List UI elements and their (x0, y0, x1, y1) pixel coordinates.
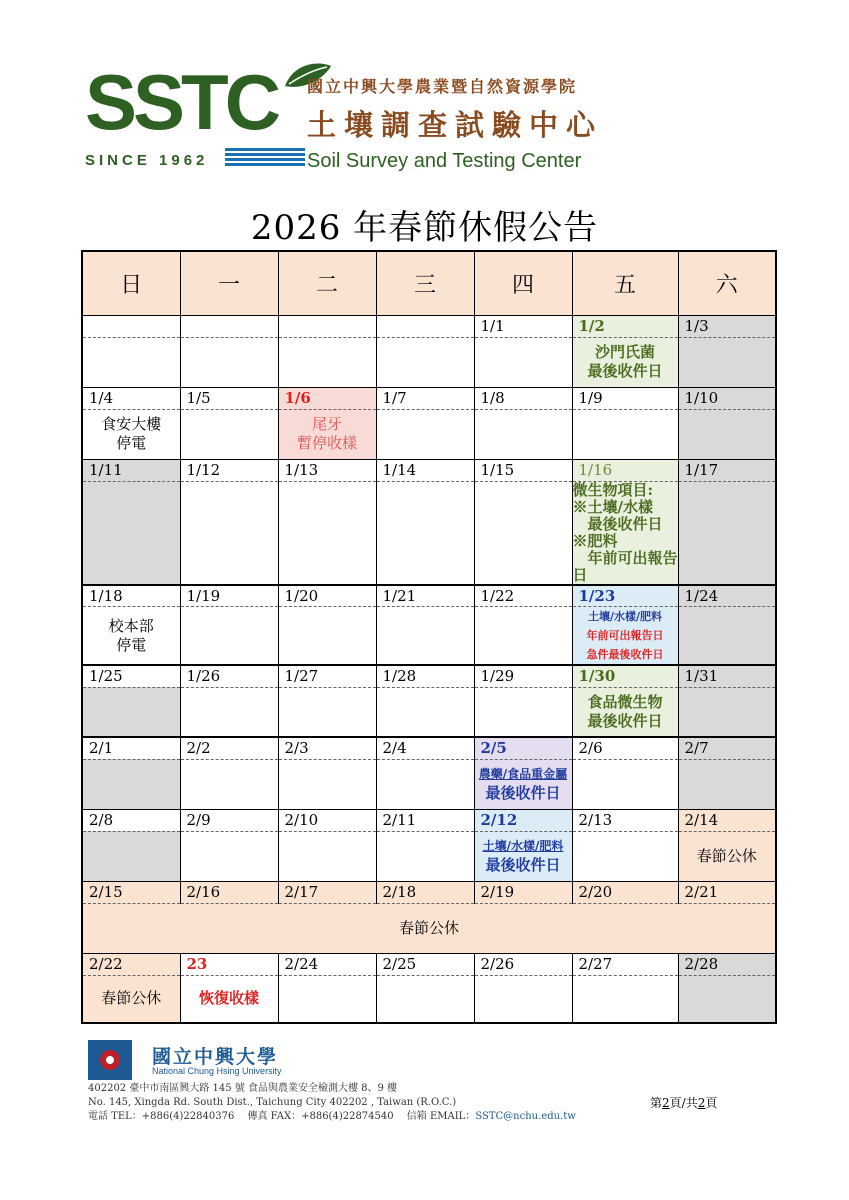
date-cell (82, 315, 180, 337)
footer-phone-fax: 電話 TEL：+886(4)22840376 傳真 FAX：+886(4)22874540 信箱 EMAIL： (88, 1111, 476, 1122)
date-cell: 1/16 (572, 459, 678, 481)
note-cell (82, 337, 180, 387)
week-6-dates (82, 737, 776, 759)
note-cell (678, 759, 776, 809)
date-cell: 2/4 (376, 737, 474, 759)
week-3-notes (82, 481, 776, 585)
note-cell (278, 687, 376, 737)
date-cell: 1/22 (474, 585, 572, 607)
date-cell: 1/13 (278, 459, 376, 481)
week-1-dates (82, 315, 776, 337)
note-cell (678, 975, 776, 1023)
note-cell (474, 409, 572, 459)
week-1-notes (82, 337, 776, 387)
note-cell (474, 975, 572, 1023)
date-cell: 1/19 (180, 585, 278, 607)
holiday-calendar (81, 250, 777, 1024)
week-9-notes (82, 975, 776, 1023)
date-cell: 1/31 (678, 665, 776, 687)
page-prefix: 第 (650, 1096, 663, 1110)
note-cell (678, 337, 776, 387)
date-cell: 1/10 (678, 387, 776, 409)
weekday-header-row (82, 251, 776, 315)
note-cell (180, 687, 278, 737)
date-cell: 23 (180, 953, 278, 975)
note-cell (376, 687, 474, 737)
week-5-dates (82, 665, 776, 687)
date-cell: 2/5 (474, 737, 572, 759)
note-cell (278, 975, 376, 1023)
logo-university: 國立中興大學農業暨自然資源學院 (307, 77, 578, 96)
note-cell (180, 337, 278, 387)
weekday-wed: 三 (376, 251, 474, 315)
date-cell: 2/18 (376, 881, 474, 903)
date-cell: 2/19 (474, 881, 572, 903)
date-cell: 2/14 (678, 809, 776, 831)
footer-address-zh: 402202 臺中市南區興大路 145 號 食品與農業安全檢測大樓 8、9 樓 (88, 1083, 398, 1094)
date-cell: 1/8 (474, 387, 572, 409)
note-pesticide-metal-deadline (474, 759, 572, 809)
date-cell: 2/7 (678, 737, 776, 759)
note-salmonella-deadline: 沙門氏菌 最後收件日 (572, 337, 678, 387)
date-cell: 2/24 (278, 953, 376, 975)
date-cell: 1/7 (376, 387, 474, 409)
note-cell (278, 607, 376, 666)
note-cell (376, 481, 474, 585)
logo-sstc-text: SSTC (85, 58, 278, 146)
date-cell: 2/8 (82, 809, 180, 831)
note-cell (678, 481, 776, 585)
note-cell (572, 409, 678, 459)
note-cell (82, 687, 180, 737)
page-number (650, 1094, 717, 1111)
weekday-thu: 四 (474, 251, 572, 315)
week-6-notes (82, 759, 776, 809)
date-cell: 2/9 (180, 809, 278, 831)
week-4-notes (82, 607, 776, 666)
nchu-emblem-icon (88, 1040, 132, 1080)
page-title: 2026 年春節休假公告 (250, 208, 599, 248)
note-holiday: 春節公休 (82, 975, 180, 1023)
date-cell (278, 315, 376, 337)
date-cell: 1/17 (678, 459, 776, 481)
note-holiday-week: 春節公休 (82, 903, 776, 953)
date-cell: 1/5 (180, 387, 278, 409)
date-cell: 2/17 (278, 881, 376, 903)
date-cell: 2/27 (572, 953, 678, 975)
date-cell: 2/6 (572, 737, 678, 759)
date-cell: 2/11 (376, 809, 474, 831)
date-cell: 2/21 (678, 881, 776, 903)
note-cell (376, 831, 474, 881)
note-cell (678, 607, 776, 666)
date-cell: 1/15 (474, 459, 572, 481)
note-cell (180, 481, 278, 585)
date-cell: 2/3 (278, 737, 376, 759)
week-4-dates (82, 585, 776, 607)
footer-email-link[interactable]: SSTC@nchu.edu.tw (475, 1111, 576, 1122)
note-cell (82, 759, 180, 809)
weekday-fri: 五 (572, 251, 678, 315)
date-cell: 1/1 (474, 315, 572, 337)
footer-contact-line (88, 1110, 576, 1124)
date-cell: 2/22 (82, 953, 180, 975)
note-cell (376, 759, 474, 809)
date-cell: 1/24 (678, 585, 776, 607)
note-line: 土壤/水樣/肥料 (482, 839, 564, 853)
note-cell (82, 481, 180, 585)
date-cell: 1/21 (376, 585, 474, 607)
week-8-dates (82, 881, 776, 903)
date-cell: 1/6 (278, 387, 376, 409)
week-9-dates (82, 953, 776, 975)
note-cell (474, 607, 572, 666)
logo-since: SINCE 1962 (85, 152, 209, 169)
date-cell: 2/13 (572, 809, 678, 831)
date-cell: 1/2 (572, 315, 678, 337)
weekday-mon: 一 (180, 251, 278, 315)
note-microbe-deadlines: 微生物項目: ※土壤/水樣 最後收件日 ※肥料 年前可出報告日 (572, 480, 678, 584)
note-cell (572, 759, 678, 809)
note-line: 最後收件日 (485, 784, 561, 802)
footer-university-name: 國立中興大學 (152, 1046, 279, 1068)
week-2-dates (82, 387, 776, 409)
note-cell (376, 607, 474, 666)
note-cell (678, 687, 776, 737)
week-8-notes (82, 903, 776, 953)
note-resume-receiving: 恢復收樣 (180, 975, 278, 1023)
logo-center-name: 土壤調查試驗中心 (307, 108, 604, 142)
note-cell (474, 337, 572, 387)
week-7-dates (82, 809, 776, 831)
note-cell (572, 831, 678, 881)
date-cell: 1/14 (376, 459, 474, 481)
date-cell: 2/28 (678, 953, 776, 975)
note-food-microbe-deadline: 食品微生物 最後收件日 (572, 687, 678, 737)
note-line: 農藥/食品重金屬 (478, 767, 568, 781)
note-soil-water-fertilizer-deadline (474, 831, 572, 881)
week-5-notes (82, 687, 776, 737)
note-line: 土壤/水樣/肥料 (587, 610, 663, 623)
date-cell (376, 315, 474, 337)
note-line: 急件最後收件日 (586, 648, 664, 661)
page-suffix: 頁 (705, 1096, 718, 1110)
date-cell: 1/25 (82, 665, 180, 687)
note-cell (180, 831, 278, 881)
logo-center-english: Soil Survey and Testing Center (307, 150, 582, 172)
note-cell (474, 687, 572, 737)
date-cell: 1/20 (278, 585, 376, 607)
date-cell: 2/2 (180, 737, 278, 759)
date-cell: 1/12 (180, 459, 278, 481)
date-cell: 1/3 (678, 315, 776, 337)
note-holiday: 春節公休 (678, 831, 776, 881)
note-cell (180, 607, 278, 666)
week-3-dates (82, 459, 776, 481)
note-cell (278, 759, 376, 809)
page-mid: 頁/共 (669, 1096, 698, 1110)
date-cell: 2/20 (572, 881, 678, 903)
page-current: 2 (662, 1096, 670, 1110)
date-cell: 1/9 (572, 387, 678, 409)
date-cell: 1/28 (376, 665, 474, 687)
footer-address-en: No. 145, Xingda Rd. South Dist., Taichung City 402202 , Taiwan (R.O.C.) (88, 1097, 457, 1108)
weekday-tue: 二 (278, 251, 376, 315)
note-cell (278, 481, 376, 585)
date-cell: 1/18 (82, 585, 180, 607)
date-cell: 1/29 (474, 665, 572, 687)
date-cell: 2/1 (82, 737, 180, 759)
note-soil-water-fertilizer-report (572, 607, 678, 666)
note-cell (376, 337, 474, 387)
date-cell: 1/11 (82, 459, 180, 481)
note-line: 最後收件日 (485, 856, 561, 874)
date-cell: 2/16 (180, 881, 278, 903)
water-stripes-icon (225, 148, 305, 170)
date-cell: 2/15 (82, 881, 180, 903)
logo-text-block (307, 74, 617, 173)
note-cell (278, 337, 376, 387)
date-cell: 1/4 (82, 387, 180, 409)
note-cell (678, 409, 776, 459)
footer-contact-block (88, 1082, 576, 1124)
note-food-building-outage: 食安大樓 停電 (82, 409, 180, 459)
weekday-sun: 日 (82, 251, 180, 315)
note-year-end-party: 尾牙 暫停收樣 (278, 409, 376, 459)
note-cell (278, 831, 376, 881)
note-cell (572, 975, 678, 1023)
date-cell: 2/25 (376, 953, 474, 975)
sstc-logo (85, 60, 615, 175)
footer-university-english: National Chung Hsing University (152, 1066, 282, 1076)
note-cell (82, 831, 180, 881)
note-cell (180, 759, 278, 809)
weekday-sat: 六 (678, 251, 776, 315)
note-cell (376, 975, 474, 1023)
note-main-campus-outage: 校本部 停電 (82, 607, 180, 666)
logo-mark (85, 58, 305, 169)
date-cell: 1/26 (180, 665, 278, 687)
page-total: 2 (697, 1096, 706, 1110)
date-cell: 2/26 (474, 953, 572, 975)
note-line: 年前可出報告日 (586, 629, 664, 642)
date-cell: 2/10 (278, 809, 376, 831)
date-cell (180, 315, 278, 337)
note-cell (376, 409, 474, 459)
date-cell: 1/23 (572, 585, 678, 607)
date-cell: 1/30 (572, 665, 678, 687)
date-cell: 2/12 (474, 809, 572, 831)
week-7-notes (82, 831, 776, 881)
week-2-notes (82, 409, 776, 459)
date-cell: 1/27 (278, 665, 376, 687)
note-cell (474, 481, 572, 585)
note-cell (180, 409, 278, 459)
